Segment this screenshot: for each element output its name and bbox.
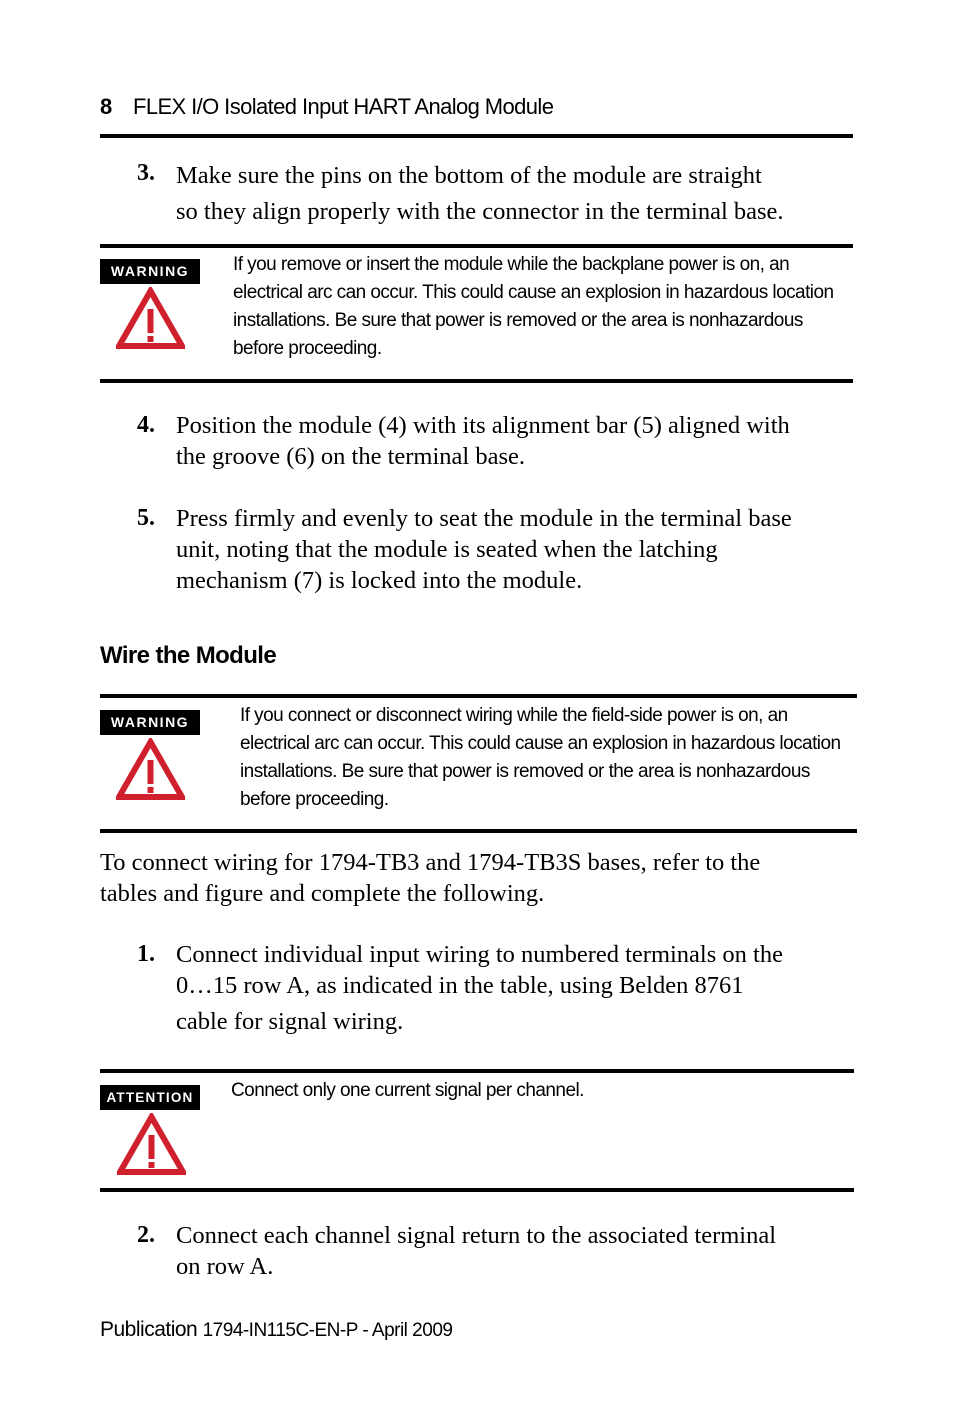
step-3-text <box>176 158 784 230</box>
step-1-text <box>176 939 783 1037</box>
page-number: 8 <box>100 94 113 119</box>
warning-2-line: installations. Be sure that power is removed or the area is nonhazardous <box>240 761 810 782</box>
step-5-line: unit, noting that the module is seated when the latching <box>176 536 718 563</box>
running-header-title: FLEX I/O Isolated Input HART Analog Module <box>133 94 554 119</box>
warning-2-line: electrical arc can occur. This could cause an explosion in hazardous location <box>240 733 841 754</box>
step-4-line: Position the module (4) with its alignment bar (5) aligned with <box>176 412 790 439</box>
warning-2-line: before proceeding. <box>240 789 389 810</box>
warning-1-top-rule <box>100 244 853 248</box>
step-5-text <box>176 503 792 596</box>
warning-triangle-icon <box>116 287 185 349</box>
step-4-line: the groove (6) on the terminal base. <box>176 443 526 470</box>
footer-publication <box>100 1318 452 1342</box>
step-1-number: 1. <box>137 941 155 967</box>
warning-1-line: installations. Be sure that power is removed or the area is nonhazardous <box>233 310 803 331</box>
attention-text: Connect only one current signal per channel. <box>231 1080 584 1101</box>
step-1-line: Connect individual input wiring to numbered terminals on the <box>176 941 783 968</box>
warning-2-bottom-rule <box>100 829 857 833</box>
warning-1-line: If you remove or insert the module while the backplane power is on, an <box>233 254 790 275</box>
warning-2-text <box>240 702 841 814</box>
section-title: Wire the Module <box>100 642 277 669</box>
attention-top-rule <box>100 1069 854 1073</box>
footer-label: Publication <box>100 1318 198 1341</box>
warning-1-text <box>233 251 834 363</box>
warning-1-bottom-rule <box>100 379 853 383</box>
step-4-number: 4. <box>137 412 155 438</box>
intro-line: To connect wiring for 1794-TB3 and 1794-TB3S bases, refer to the <box>100 849 761 876</box>
intro-line: tables and figure and complete the following. <box>100 880 545 907</box>
step-4-text <box>176 410 790 472</box>
warning-2-badge: WARNING <box>100 710 200 735</box>
step-5-line: mechanism (7) is locked into the module. <box>176 567 583 594</box>
step-3-line-2: so they align properly with the connector in the terminal base. <box>176 198 784 225</box>
warning-2-top-rule <box>100 694 857 698</box>
step-3-line-1: Make sure the pins on the bottom of the module are straight <box>176 162 762 189</box>
warning-triangle-icon <box>116 738 185 800</box>
header-rule <box>100 134 853 138</box>
step-2-text <box>176 1220 776 1282</box>
warning-1-badge: WARNING <box>100 259 200 284</box>
step-2-line: on row A. <box>176 1253 274 1280</box>
warning-2-line: If you connect or disconnect wiring while the field-side power is on, an <box>240 705 788 726</box>
warning-1-line: electrical arc can occur. This could cause an explosion in hazardous location <box>233 282 834 303</box>
attention-badge: ATTENTION <box>100 1085 200 1110</box>
step-5-line: Press firmly and evenly to seat the module in the terminal base <box>176 505 792 532</box>
step-2-number: 2. <box>137 1222 155 1248</box>
step-5-number: 5. <box>137 505 155 531</box>
step-2-line: Connect each channel signal return to the associated terminal <box>176 1222 777 1249</box>
warning-1-line: before proceeding. <box>233 338 382 359</box>
step-1-line: cable for signal wiring. <box>176 1008 404 1035</box>
step-1-line: 0…15 row A, as indicated in the table, using Belden 8761 <box>176 972 744 999</box>
intro-paragraph <box>100 847 760 909</box>
footer-code: 1794-IN115C-EN-P - April 2009 <box>202 1320 453 1341</box>
step-3-number: 3. <box>137 160 155 186</box>
warning-triangle-icon <box>117 1113 186 1175</box>
attention-bottom-rule <box>100 1188 854 1192</box>
